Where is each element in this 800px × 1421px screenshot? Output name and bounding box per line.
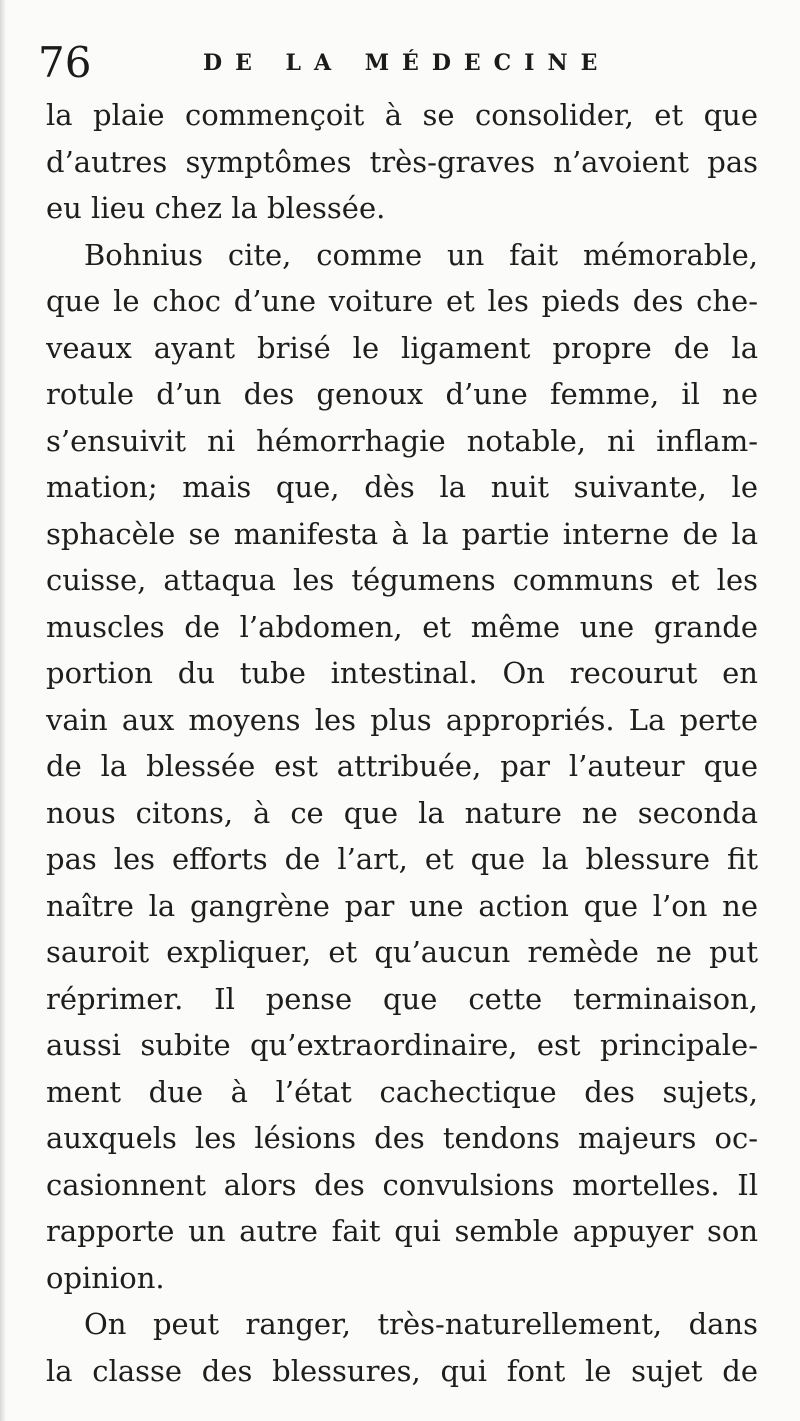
text-line: Bohnius cite, comme un fait mémorable,: [84, 237, 758, 272]
page-header: [38, 38, 758, 88]
text-line: muscles de l’abdomen, et même une grande: [46, 609, 758, 644]
text-line: que le choc d’une voiture et les pieds des che-: [46, 284, 758, 318]
text-line: veaux ayant brisé le ligament propre de la: [46, 330, 758, 365]
text-line: mation; mais que, dès la nuit suivante, le: [46, 470, 758, 504]
text-line: cuisse, attaqua les tégumens communs et les: [46, 563, 758, 597]
body-text: [46, 92, 758, 1394]
text-line: de la blessée est attribuée, par l’auteur que: [46, 749, 758, 783]
text-line: On peut ranger, très-naturellement, dans: [84, 1307, 758, 1341]
page-edge-shadow: [0, 0, 6, 1421]
text-line: aussi subite qu’extraordinaire, est principale-: [46, 1028, 758, 1062]
text-line: portion du tube intestinal. On recourut en: [46, 656, 758, 690]
page-number: 76: [38, 38, 92, 87]
text-line: rapporte un autre fait qui semble appuyer son: [46, 1214, 758, 1248]
text-line: casionnent alors des convulsions mortelles. Il: [46, 1167, 758, 1202]
text-line: rotule d’un des genoux d’une femme, il ne: [46, 377, 758, 411]
text-line: eu lieu chez la blessée.: [46, 191, 386, 225]
text-line: pas les efforts de l’art, et que la blessure fit: [46, 842, 758, 876]
text-line: la plaie commençoit à se consolider, et que: [46, 98, 758, 132]
text-line: nous citons, à ce que la nature ne seconda: [46, 795, 758, 830]
text-line: ment due à l’état cachectique des sujets,: [46, 1074, 758, 1109]
text-line: la classe des blessures, qui font le sujet de: [46, 1353, 758, 1388]
text-line: réprimer. Il pense que cette terminaison,: [46, 981, 758, 1016]
text-line: sauroit expliquer, et qu’aucun remède ne put: [46, 935, 758, 969]
text-line: vain aux moyens les plus appropriés. La perte: [46, 702, 758, 737]
text-line: opinion.: [46, 1260, 165, 1295]
text-line: d’autres symptômes très-graves n’avoient pas: [46, 144, 758, 179]
text-line: s’ensuivit ni hémorrhagie notable, ni inflam-: [46, 423, 758, 458]
running-head: DE LA MÉDECINE: [203, 50, 611, 76]
text-line: naître la gangrène par une action que l’on ne: [46, 888, 758, 923]
text-line: auxquels les lésions des tendons majeurs oc-: [46, 1121, 758, 1155]
text-line: sphacèle se manifesta à la partie interne de la: [46, 516, 758, 551]
